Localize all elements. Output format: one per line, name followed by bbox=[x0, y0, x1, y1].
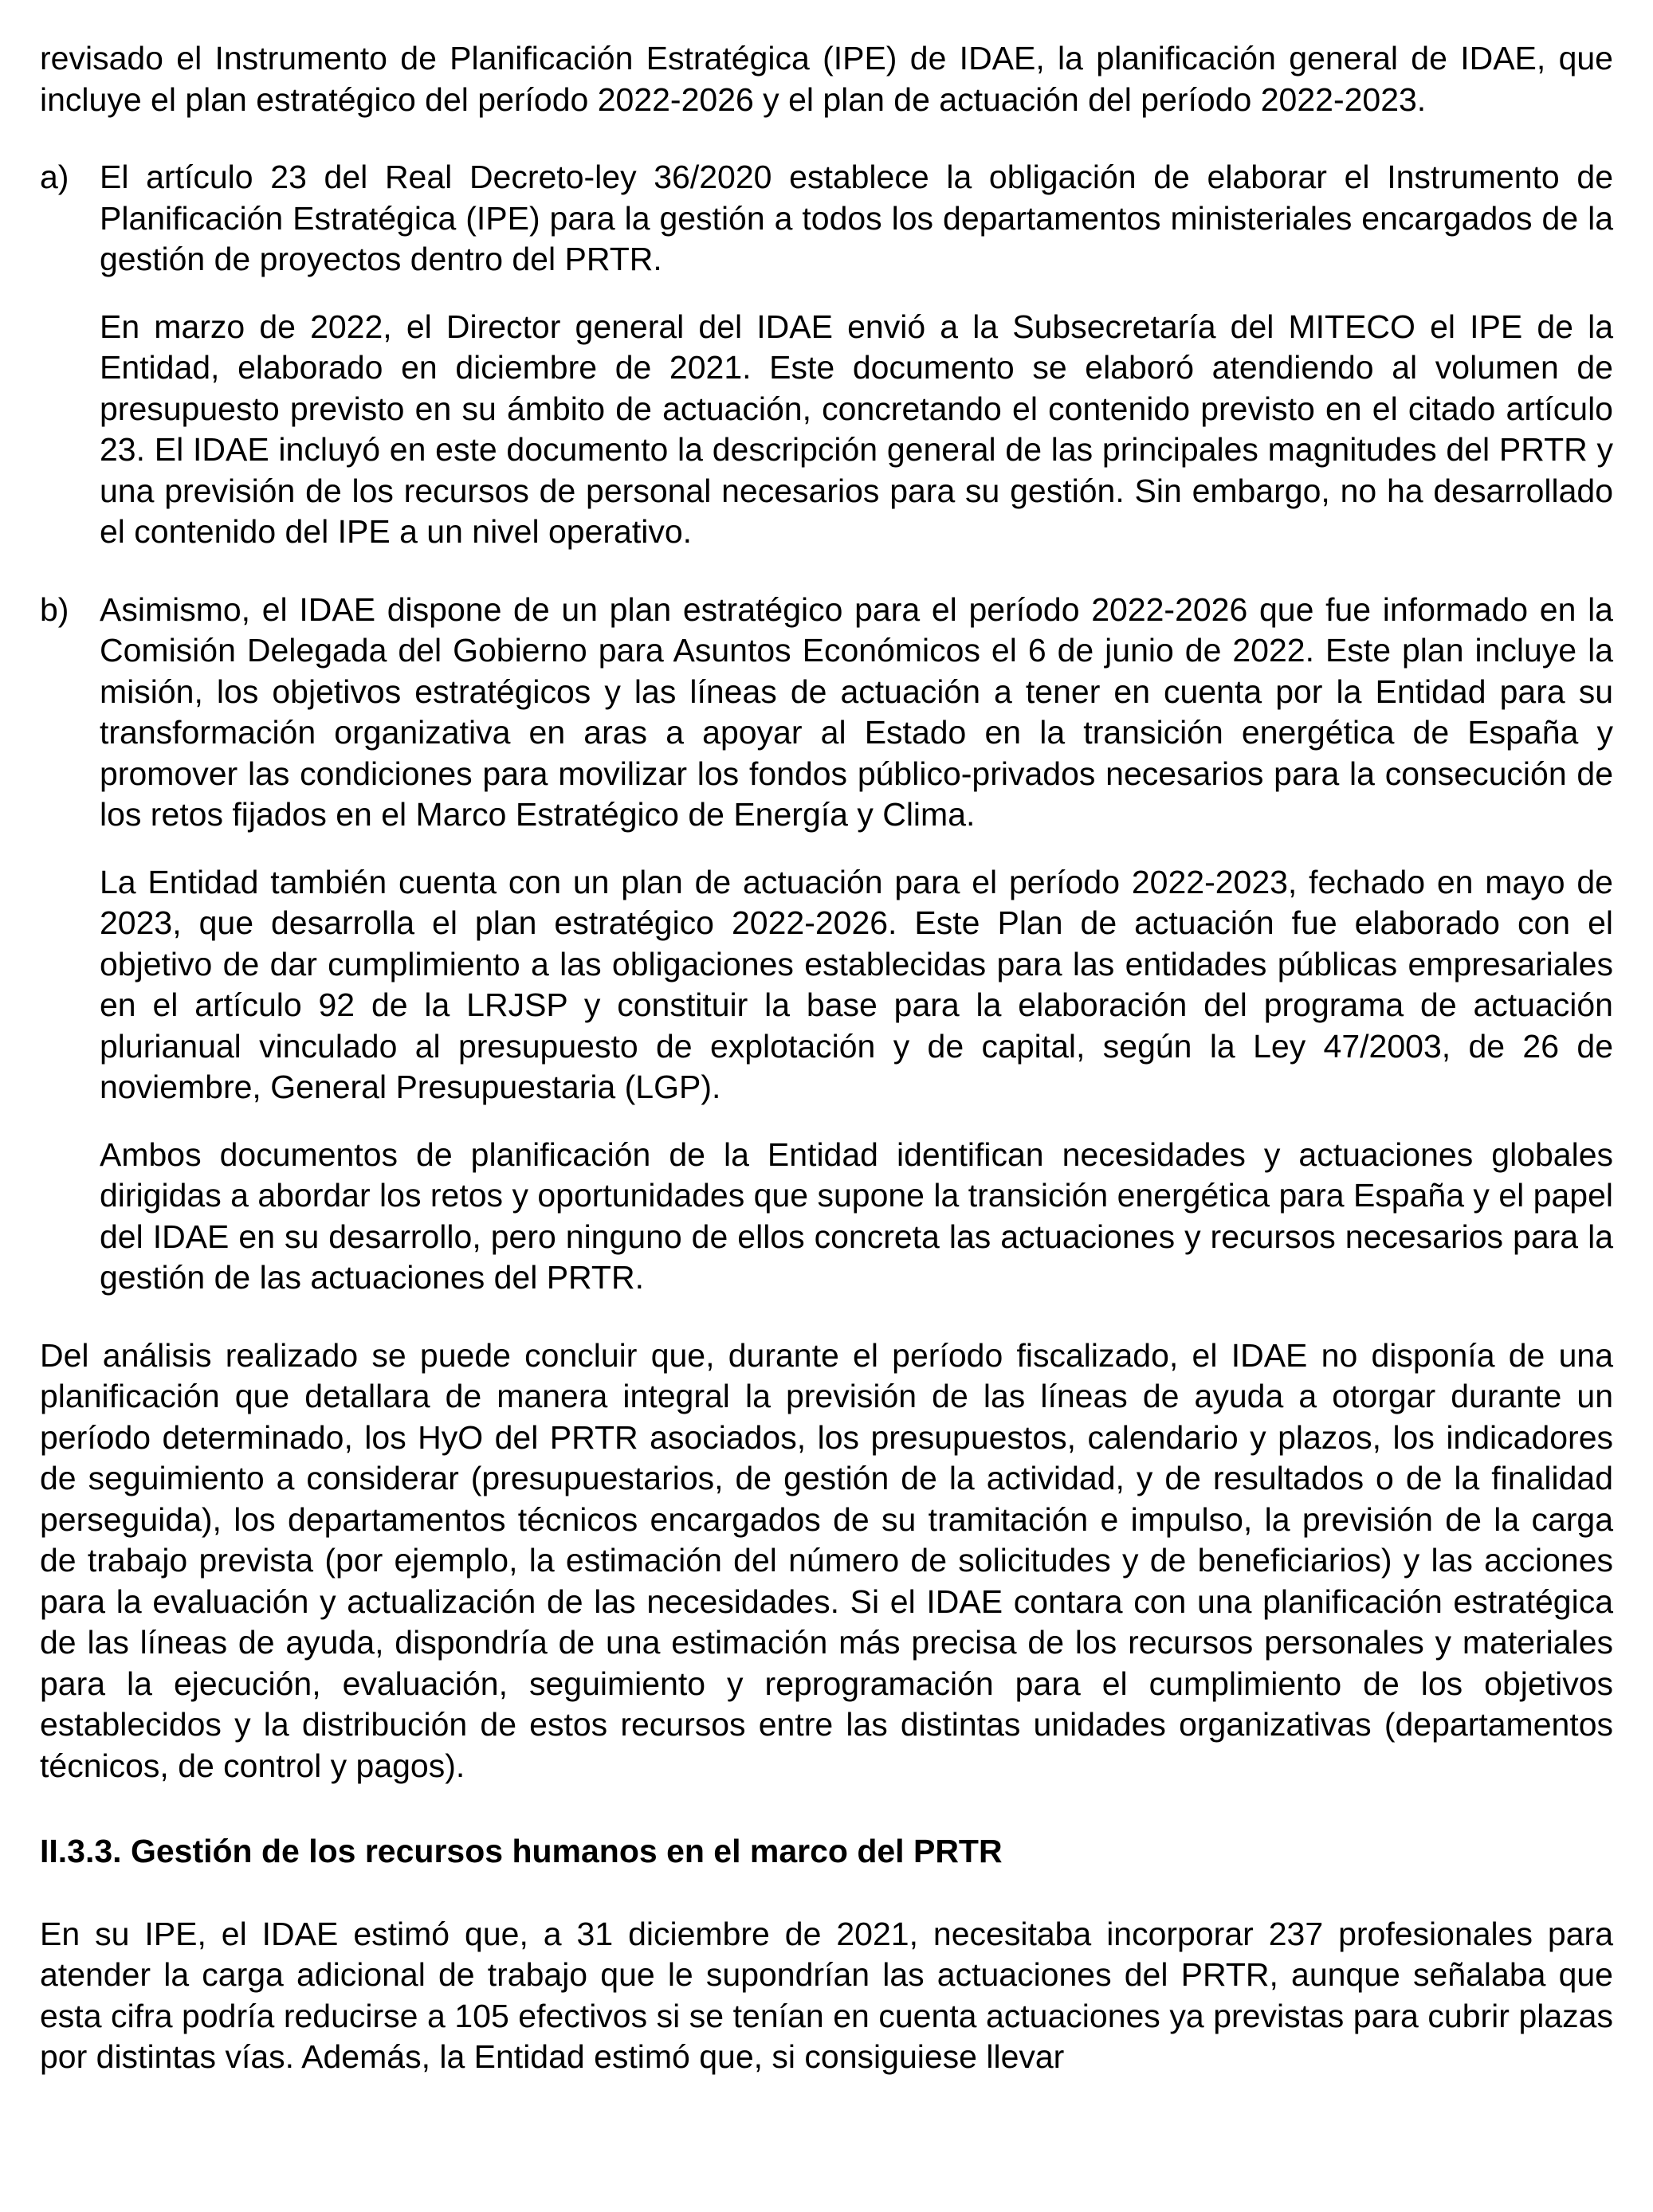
section-paragraph: En su IPE, el IDAE estimó que, a 31 diciembre de 2021, necesitaba incorporar 237 profesionales para atender la carga adicional de trabajo que le supondrían las actuaciones del PRTR, aunque señalaba que esta cifra podría reducirse a 105 efectivos si se tenían en cuenta actuaciones ya previstas para cubrir plazas por distintas vías. Además, la Entidad estimó que, si consiguiese llevar bbox=[40, 1915, 1613, 2075]
paragraph: Asimismo, el IDAE dispone de un plan estratégico para el período 2022-2026 que fue informado en la Comisión Delegada del Gobierno para Asuntos Económicos el 6 de junio de 2022. Este plan incluye la misión, los objetivos estratégicos y las líneas de actuación a tener en cuenta por la Entidad para su transformación organizativa en aras a apoyar al Estado en la transición energética de España y promover las condiciones para movilizar los fondos público-privados necesarios para la consecución de los retos fijados en el Marco Estratégico de Energía y Clima. bbox=[100, 590, 1613, 833]
paragraph: Ambos documentos de planificación de la Entidad identifican necesidades y actuaciones globales dirigidas a abordar los retos y oportunidades que supone la transición energética para España y el papel del IDAE en su desarrollo, pero ninguno de ellos concreta las actuaciones y recursos necesarios para la gestión de las actuaciones del PRTR. bbox=[100, 1135, 1613, 1296]
list-marker: b) bbox=[40, 590, 69, 628]
paragraph: La Entidad también cuenta con un plan de actuación para el período 2022-2023, fechado en mayo de 2023, que desarrolla el plan estratégico 2022-2026. Este Plan de actuación fue elaborado con el objetivo de dar cumplimiento a las obligaciones establecidas para las entidades públicas empresariales en el artículo 92 de la LRJSP y constituir la base para la elaboración del programa de actuación plurianual vinculado al presupuesto de explotación y de capital, según la Ley 47/2003, de 26 de noviembre, General Presupuestaria (LGP). bbox=[100, 863, 1613, 1105]
list-marker: a) bbox=[40, 159, 69, 195]
list-item-b bbox=[40, 590, 1613, 1299]
section-heading: II.3.3. Gestión de los recursos humanos en el marco del PRTR bbox=[40, 1833, 1003, 1869]
paragraph: En marzo de 2022, el Director general del IDAE envió a la Subsecretaría del MITECO el IPE de la Entidad, elaborado en diciembre de 2021. Este documento se elaboró atendiendo al volumen de presupuesto previsto en su ámbito de actuación, concretando el contenido previsto en el citado artículo 23. El IDAE incluyó en este documento la descripción general de las principales magnitudes del PRTR y una previsión de los recursos de personal necesarios para su gestión. Sin embargo, no ha desarrollado el contenido del IPE a un nivel operativo. bbox=[100, 308, 1613, 550]
document-page bbox=[40, 38, 1613, 2078]
conclusion-paragraph: Del análisis realizado se puede concluir que, durante el período fiscalizado, el IDAE no disponía de una planificación que detallara de manera integral la previsión de las líneas de ayuda a otorgar durante un período determinado, los HyO del PRTR asociados, los presupuestos, calendario y plazos, los indicadores de seguimiento a considerar (presupuestarios, de gestión de la actividad, y de resultados o de la finalidad perseguida), los departamentos técnicos encargados de su tramitación e impulso, la previsión de la carga de trabajo prevista (por ejemplo, la estimación del número de solicitudes y de beneficiarios) y las acciones para la evaluación y actualización de las necesidades. Si el IDAE contara con una planificación estratégica de las líneas de ayuda, dispondría de una estimación más precisa de los recursos personales y materiales para la ejecución, evaluación, seguimiento y reprogramación para el cumplimiento de los objetivos establecidos y la distribución de estos recursos entre las distintas unidades organizativas (departamentos técnicos, de control y pagos). bbox=[40, 1336, 1613, 1784]
list-item-a bbox=[40, 157, 1613, 553]
paragraph: El artículo 23 del Real Decreto-ley 36/2020 establece la obligación de elaborar el Instrumento de Planificación Estratégica (IPE) para la gestión a todos los departamentos ministeriales encargados de la gestión de proyectos dentro del PRTR. bbox=[100, 159, 1613, 277]
intro-paragraph: revisado el Instrumento de Planificación Estratégica (IPE) de IDAE, la planificación general de IDAE, que incluye el plan estratégico del período 2022-2026 y el plan de actuación del período 2022-2023. bbox=[40, 40, 1613, 118]
